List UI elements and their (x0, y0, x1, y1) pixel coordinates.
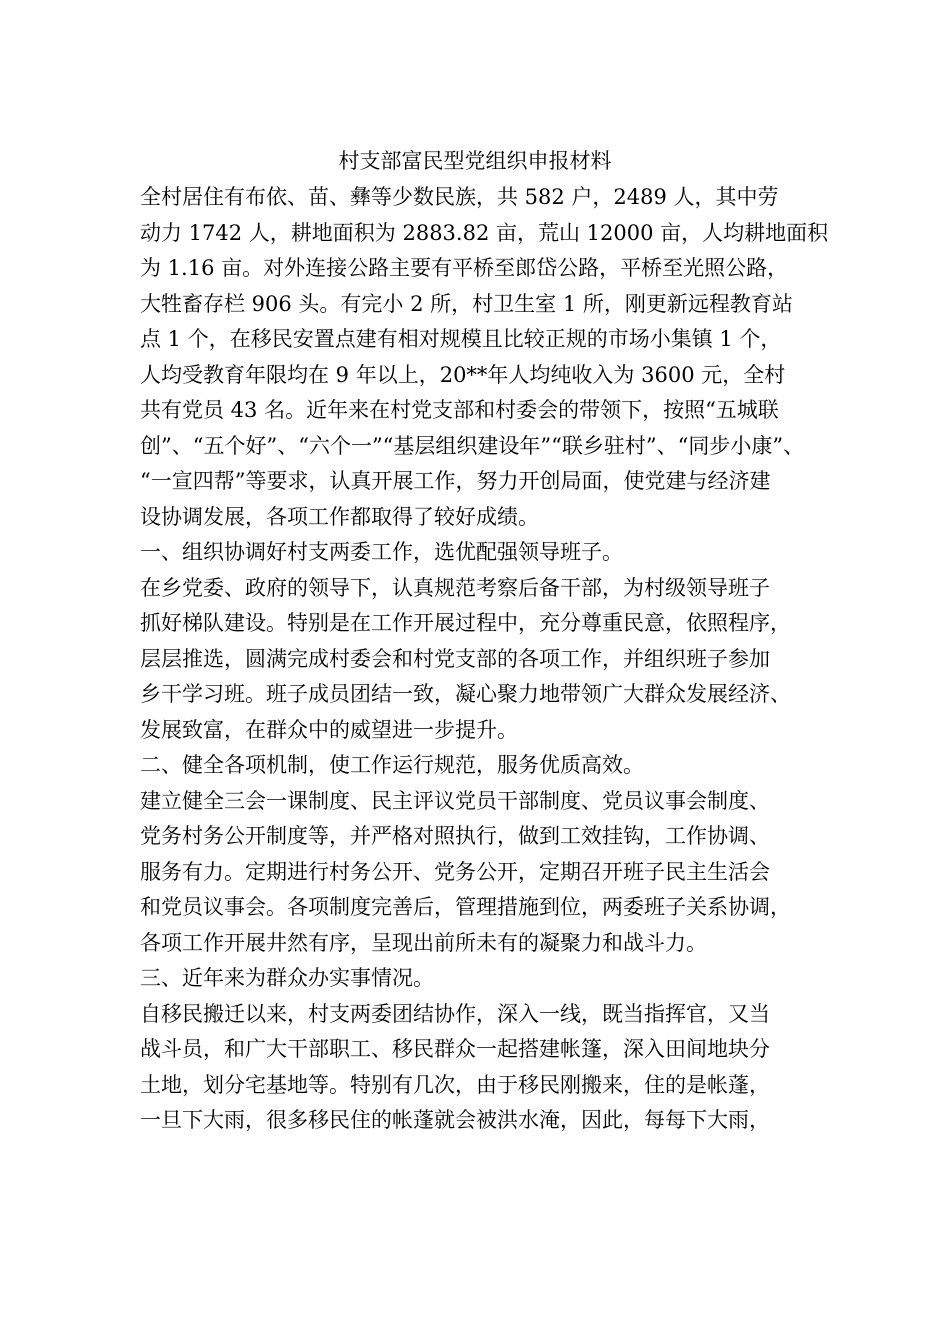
body-line: 土地，划分宅基地等。特别有几次，由于移民刚搬来，住的是帐蓬， (140, 1072, 770, 1097)
body-line: 为 1.16 亩。对外连接公路主要有平桥至郎岱公路，平桥至光照公路， (140, 256, 789, 280)
body-line: 创”、“五个好”、“六个一”“基层组织建设年”“联乡驻村”、“同步小康”、 (140, 433, 805, 458)
body-line: 大牲畜存栏 906 头。有完小 2 所，村卫生室 1 所，刚更新远程教育站 (140, 291, 793, 316)
body-line: 发展致富，在群众中的威望进一步提升。 (140, 717, 518, 742)
body-line: 和党员议事会。各项制度完善后，管理措施到位，两委班子关系协调， (140, 895, 791, 919)
body-line: 三、近年来为群众办实事情况。 (140, 966, 434, 990)
body-line: 点 1 个，在移民安置点建有相对规模且比较正规的市场小集镇 1 个， (140, 327, 782, 351)
body-line: 乡干学习班。班子成员团结一致，凝心聚力地带领广大群众发展经济、 (140, 682, 791, 706)
body-line: 共有党员 43 名。近年来在村党支部和村委会的带领下，按照“五城联 (140, 398, 779, 422)
body-line: 人均受教育年限均在 9 年以上，20**年人均纯收入为 3600 元，全村 (140, 362, 786, 387)
body-line: 全村居住有布依、苗、彝等少数民族，共 582 户，2489 人，其中劳 (140, 185, 779, 209)
body-line: 在乡党委、政府的领导下，认真规范考察后备干部，为村级领导班子 (140, 575, 770, 600)
body-line: 设协调发展，各项工作都取得了较好成绩。 (140, 504, 539, 529)
body-line: 建立健全三会一课制度、民主评议党员干部制度、党员议事会制度、 (140, 788, 770, 813)
body-line: 战斗员，和广大干部职工、移民群众一起搭建帐篷，深入田间地块分 (140, 1037, 770, 1061)
body-line: 动力 1742 人，耕地面积为 2883.82 亩，荒山 12000 亩，人均耕地面积 (140, 220, 829, 245)
body-line: 二、健全各项机制，使工作运行规范，服务优质高效。 (140, 753, 644, 777)
body-line: 一旦下大雨，很多移民住的帐蓬就会被洪水淹，因此，每每下大雨， (140, 1108, 770, 1132)
body-line: 服务有力。定期进行村务公开、党务公开，定期召开班子民主生活会 (140, 859, 770, 884)
body-line: 各项工作开展井然有序，呈现出前所未有的凝聚力和战斗力。 (140, 930, 707, 955)
body-line: 抓好梯队建设。特别是在工作开展过程中，充分尊重民意，依照程序， (140, 611, 791, 635)
body-line: 党务村务公开制度等，并严格对照执行，做到工效挂钩，工作协调、 (140, 824, 770, 848)
body-line: “一宣四帮”等要求，认真开展工作，努力开创局面，使党建与经济建 (140, 469, 771, 493)
body-line: 一、组织协调好村支两委工作，选优配强领导班子。 (140, 540, 623, 564)
body-line: 层层推选，圆满完成村委会和村党支部的各项工作，并组织班子参加 (140, 646, 770, 671)
document-title: 村支部富民型党组织申报材料 (338, 149, 612, 173)
body-line: 自移民搬迁以来，村支两委团结协作，深入一线，既当指挥官，又当 (140, 1001, 770, 1026)
